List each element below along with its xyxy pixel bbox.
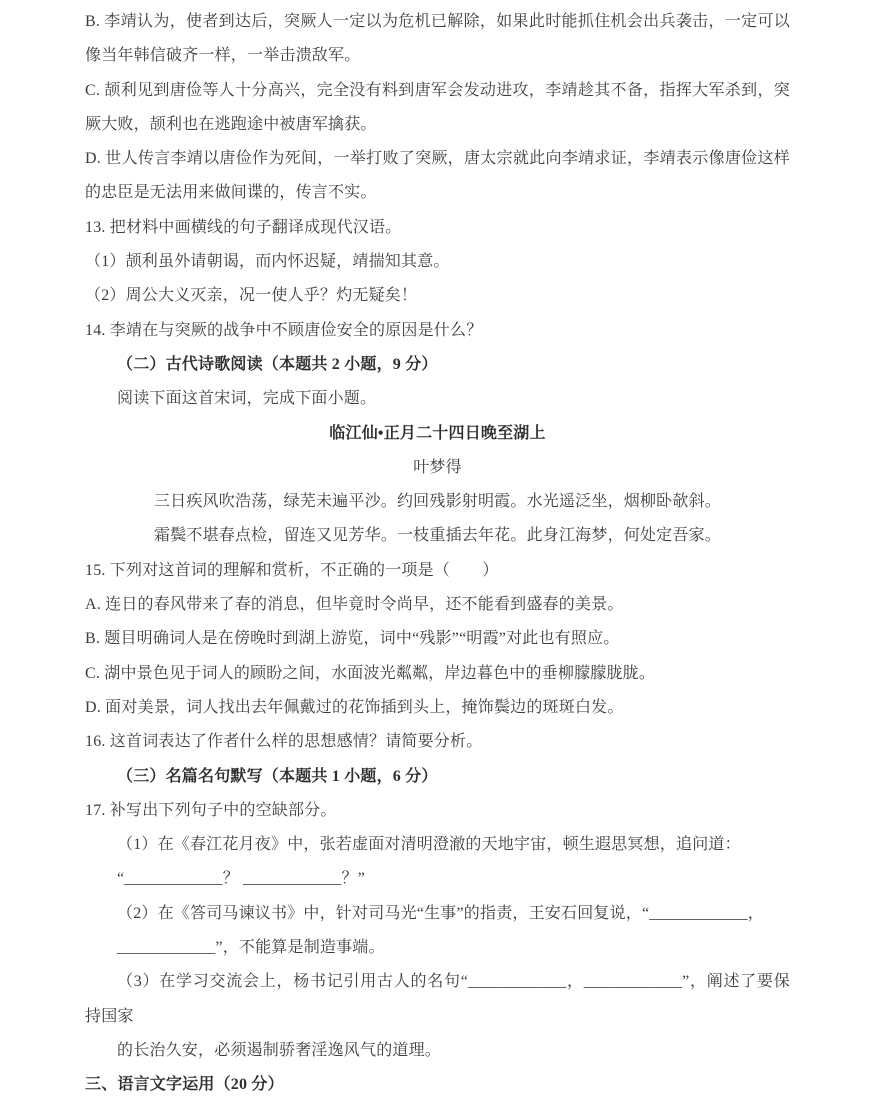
question-17-item-3-cont: 的长治久安，必须遏制骄奢淫逸风气的道理。 xyxy=(117,1041,442,1059)
option-b-q12: B. 李靖认为，使者到达后，突厥人一定以为危机已解除，如果此时能抓住机会出兵袭击，一定可以像当年韩信破齐一样，一举击溃敌军。 xyxy=(85,13,790,65)
question-17-item-1-blanks: “____________？ ____________？” xyxy=(117,870,366,888)
question-17-item-2: （2）在《答司马谏议书》中，针对司马光“生事”的指责，王安石回复说，“____________， xyxy=(117,904,764,922)
question-17: 17. 补写出下列句子中的空缺部分。 xyxy=(85,801,337,819)
option-a-q15: A. 连日的春风带来了春的消息，但毕竟时令尚早，还不能看到盛春的美景。 xyxy=(85,596,624,614)
question-13-item-2: （2）周公大义灭亲，况一使人乎？灼无疑矣！ xyxy=(85,287,418,305)
section-header-language-use: 三、语言文字运用（20 分） xyxy=(85,1076,284,1094)
section-header-poetry: （二）古代诗歌阅读（本题共 2 小题，9 分） xyxy=(117,355,438,373)
question-13: 13. 把材料中画横线的句子翻译成现代汉语。 xyxy=(85,218,402,236)
poetry-instruction: 阅读下面这首宋词，完成下面小题。 xyxy=(117,390,377,408)
option-c-q12: C. 颉利见到唐俭等人十分高兴，完全没有料到唐军会发动进攻，李靖趁其不备，指挥大军杀到，突厥大败，颉利也在逃跑途中被唐军擒获。 xyxy=(85,81,790,133)
question-15: 15. 下列对这首词的理解和赏析，不正确的一项是（ ） xyxy=(85,561,499,579)
poem-line-1: 三日疾风吹浩荡，绿芜未遍平沙。约回残影射明霞。水光遥泛坐，烟柳卧欹斜。 xyxy=(153,493,721,511)
option-c-q15: C. 湖中景色见于词人的顾盼之间，水面波光粼粼，岸边暮色中的垂柳朦朦胧胧。 xyxy=(85,664,656,682)
poem-title: 临江仙•正月二十四日晚至湖上 xyxy=(329,424,546,442)
question-13-item-1: （1）颉利虽外请朝谒，而内怀迟疑，靖揣知其意。 xyxy=(85,253,450,271)
question-16: 16. 这首词表达了作者什么样的思想感情？请简要分析。 xyxy=(85,733,483,751)
option-b-q15: B. 题目明确词人是在傍晚时到湖上游览，词中“残影”“明霞”对此也有照应。 xyxy=(85,630,620,648)
option-d-q15: D. 面对美景，词人找出去年佩戴过的花饰插到头上，掩饰鬓边的斑斑白发。 xyxy=(85,698,624,716)
question-17-item-1: （1）在《春江花月夜》中，张若虚面对清明澄澈的天地宇宙，顿生遐思冥想，追问道： xyxy=(117,836,741,854)
question-17-item-3: （3）在学习交流会上，杨书记引用古人的名句“____________，____________”，阐述了要保持国家 xyxy=(85,973,790,1025)
option-d-q12: D. 世人传言李靖以唐俭作为死间，一举打败了突厥，唐太宗就此向李靖求证，李靖表示像唐俭这样的忠臣是无法用来做间谍的，传言不实。 xyxy=(85,150,790,202)
question-17-item-2-cont: ____________”，不能算是制造事端。 xyxy=(117,939,385,957)
poem-author: 叶梦得 xyxy=(413,458,462,476)
poem-line-2: 霜鬓不堪春点检，留连又见芳华。一枝重插去年花。此身江海梦，何处定吾家。 xyxy=(153,527,721,545)
question-14: 14. 李靖在与突厥的战争中不顾唐俭安全的原因是什么？ xyxy=(85,321,483,339)
section-header-dictation: （三）名篇名句默写（本题共 1 小题，6 分） xyxy=(117,767,438,785)
